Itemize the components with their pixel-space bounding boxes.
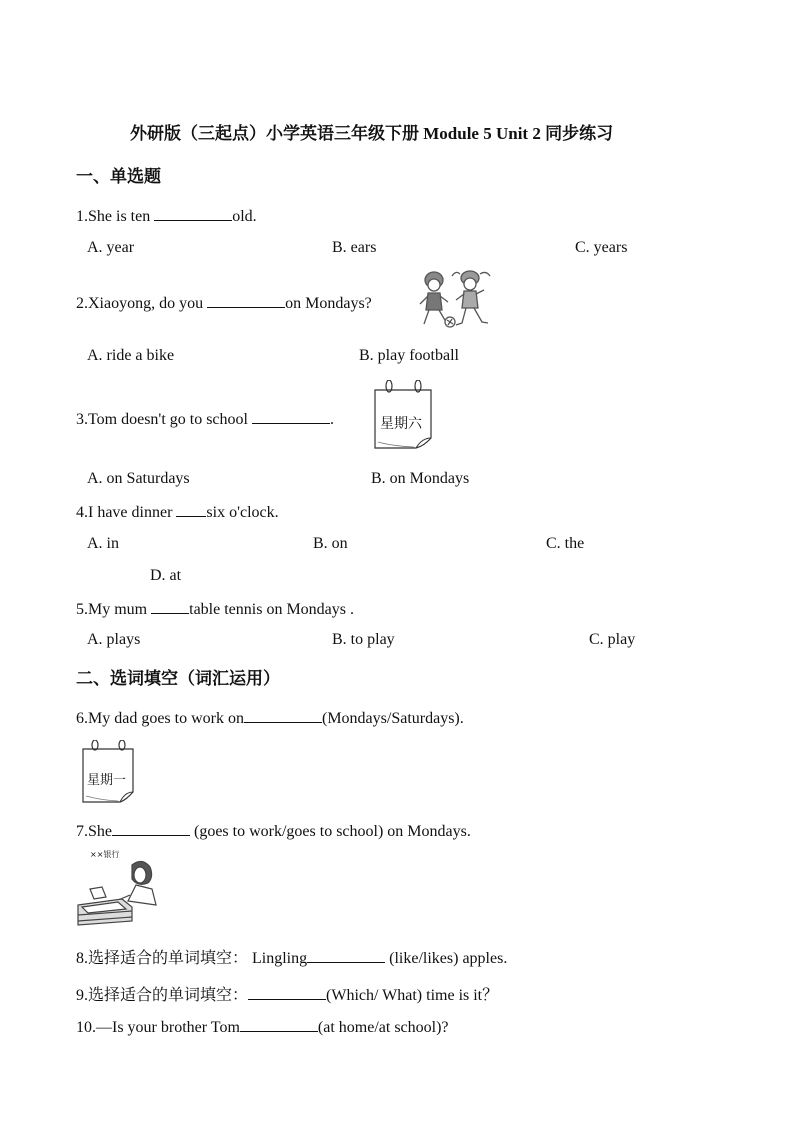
question-4-text: 4.I have dinner <box>76 504 177 521</box>
answer-blank[interactable] <box>176 502 206 517</box>
option-b[interactable]: B. to play <box>332 631 395 648</box>
option-c[interactable]: C. the <box>546 535 585 552</box>
question-4 <box>76 502 279 522</box>
option-c[interactable]: C. years <box>575 239 628 256</box>
question-1 <box>76 206 257 226</box>
question-3 <box>76 409 334 429</box>
question-9-text-end: (Which/ What) time is it？ <box>326 987 499 1004</box>
question-5-text-end: table tennis on Mondays . <box>189 601 354 618</box>
answer-blank[interactable] <box>248 985 326 1000</box>
option-d[interactable]: D. at <box>150 567 182 584</box>
answer-blank[interactable] <box>307 948 385 963</box>
question-10 <box>76 1017 449 1037</box>
option-a[interactable]: A. on Saturdays <box>87 470 190 487</box>
question-9-text: 9.选择适合的单词填空： <box>76 987 249 1004</box>
option-a[interactable]: A. plays <box>87 631 141 648</box>
question-3-text-end: . <box>329 411 334 428</box>
calendar-label: 星期一 <box>87 773 127 788</box>
option-b[interactable]: B. on Mondays <box>371 470 470 487</box>
question-10-text-end: (at home/at school)? <box>317 1019 449 1036</box>
question-5-text: 5.My mum <box>76 601 152 618</box>
question-8-text-end: (like/likes) apples. <box>385 950 508 967</box>
question-4-text-end: six o'clock. <box>206 504 279 521</box>
answer-blank[interactable] <box>154 206 232 221</box>
calendar-label: 星期六 <box>380 416 422 432</box>
question-7 <box>76 821 471 841</box>
question-9 <box>76 982 498 1005</box>
question-5 <box>76 599 354 619</box>
section-heading-single-choice: 一、单选题 <box>76 167 161 186</box>
answer-blank[interactable] <box>252 409 330 424</box>
kids-playing-football-image <box>412 268 508 330</box>
question-1-text: 1.She is ten <box>76 208 155 225</box>
question-3-text: 3.Tom doesn't go to school <box>76 411 252 428</box>
question-7-text: 7.She <box>76 823 112 840</box>
answer-blank[interactable] <box>244 708 322 723</box>
answer-blank[interactable] <box>240 1017 318 1032</box>
calendar-monday-image <box>80 740 136 804</box>
option-a[interactable]: A. ride a bike <box>87 347 175 364</box>
question-8-text: 8.选择适合的单词填空： Lingling <box>76 950 308 967</box>
question-2-text-end: on Mondays? <box>285 295 372 312</box>
question-6-text-end: (Mondays/Saturdays). <box>321 710 464 727</box>
answer-blank[interactable] <box>151 599 189 614</box>
question-10-text: 10.—Is your brother Tom <box>76 1019 240 1036</box>
page-title: 外研版（三起点）小学英语三年级下册 Module 5 Unit 2 同步练习 <box>130 124 614 143</box>
bank-clerk-image <box>76 849 158 929</box>
option-b[interactable]: B. play football <box>359 347 459 364</box>
question-6-text: 6.My dad goes to work on <box>76 710 244 727</box>
section-heading-word-choice: 二、选词填空（词汇运用） <box>76 669 280 688</box>
question-7-text-end: (goes to work/goes to school) on Mondays. <box>190 823 471 840</box>
question-6 <box>76 708 464 728</box>
question-2-text: 2.Xiaoyong, do you <box>76 295 208 312</box>
answer-blank[interactable] <box>207 293 285 308</box>
calendar-saturday-image <box>372 380 434 450</box>
option-b[interactable]: B. on <box>313 535 348 552</box>
question-8 <box>76 945 507 968</box>
question-2 <box>76 293 372 313</box>
option-b[interactable]: B. ears <box>332 239 377 256</box>
answer-blank[interactable] <box>112 821 190 836</box>
bank-sign: ××银行 <box>90 850 120 859</box>
question-1-text-end: old. <box>232 208 257 225</box>
option-a[interactable]: A. year <box>87 239 135 256</box>
option-c[interactable]: C. play <box>589 631 636 648</box>
option-a[interactable]: A. in <box>87 535 119 552</box>
